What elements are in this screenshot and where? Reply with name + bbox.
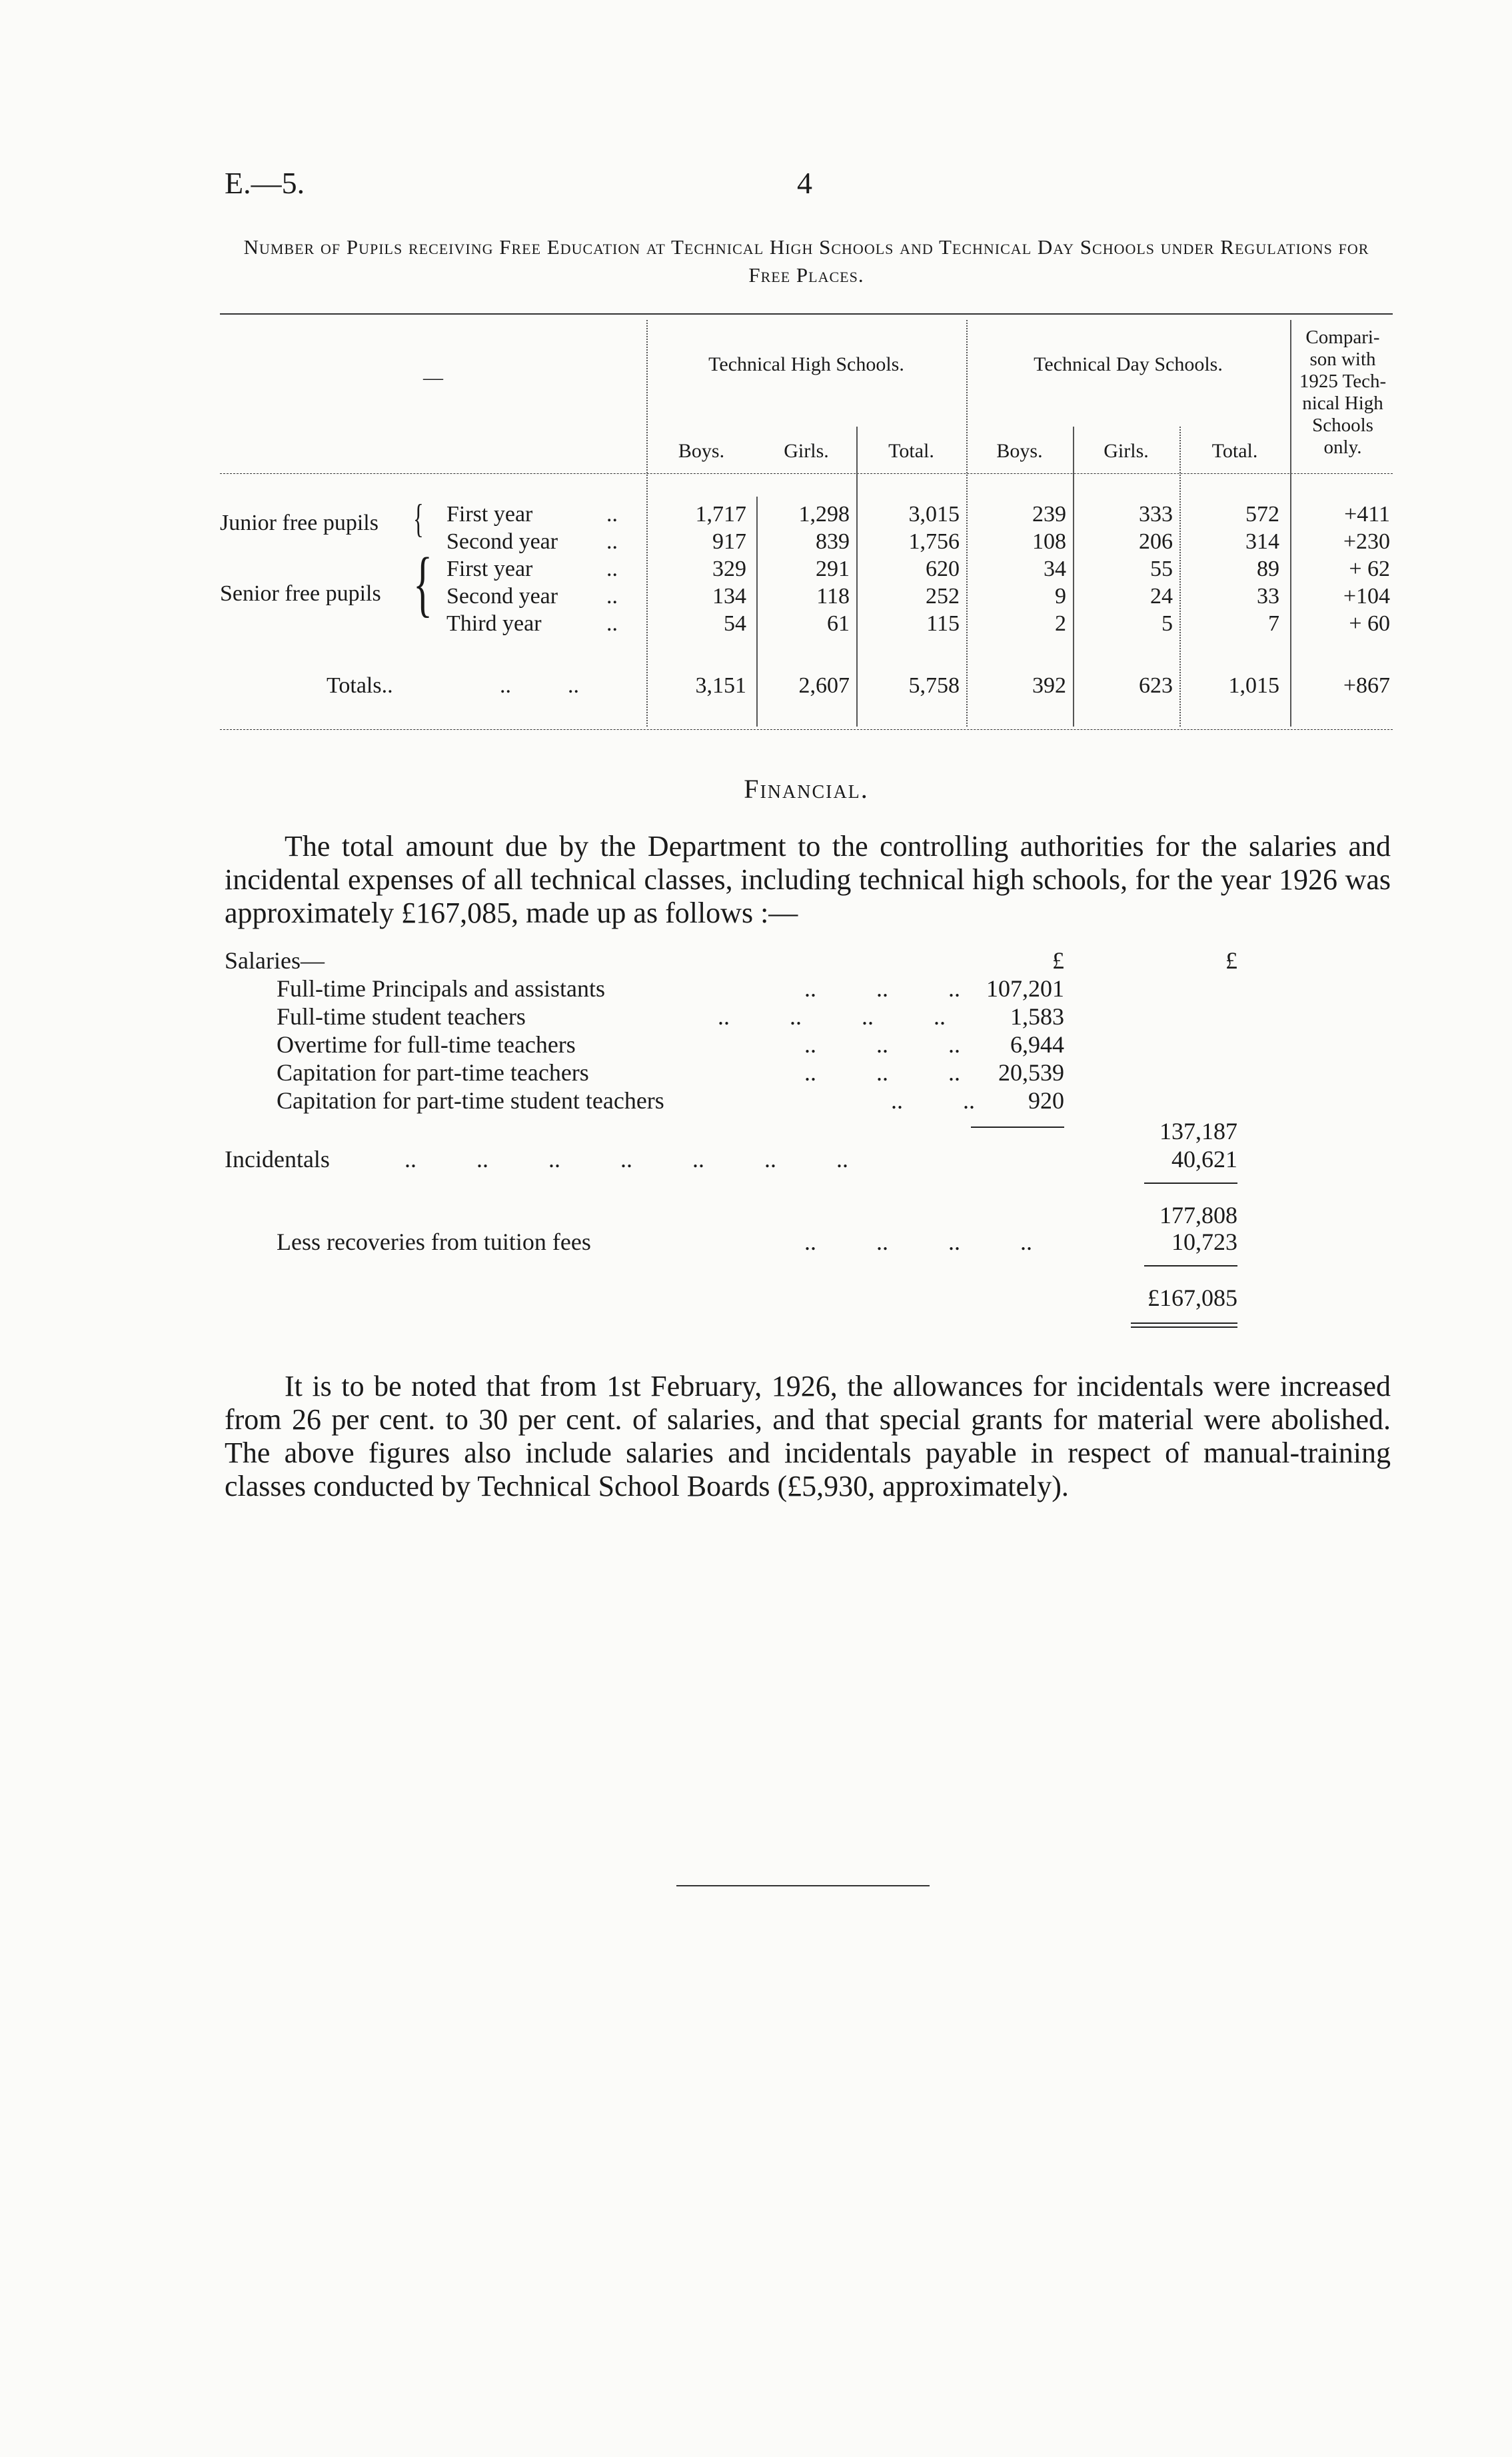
item-amount: 107,201: [986, 975, 1064, 1002]
comparison-line: only.: [1323, 437, 1362, 458]
comparison-line: Schools: [1312, 415, 1373, 436]
leader-dots: ..: [606, 529, 618, 554]
cell-comparison: +104: [1343, 584, 1390, 609]
pound-sign: £: [1052, 947, 1064, 974]
group-technical-day-schools: Technical Day Schools.: [1034, 353, 1223, 375]
col-header-boys: Boys.: [678, 440, 725, 462]
cell-value: 34: [1044, 557, 1066, 581]
leader-dots: .. .. ..: [804, 975, 960, 1002]
cell-value: 206: [1139, 529, 1173, 554]
less-recoveries-amount: 10,723: [1171, 1228, 1237, 1255]
item-amount: 6,944: [1010, 1031, 1064, 1058]
cell-value: 54: [724, 611, 746, 636]
cell-value: 291: [816, 557, 850, 581]
total-value: 2,607: [798, 673, 850, 698]
table-caption: Number of Pupils receiving Free Education at Technical High Schools and Technical Day Schools under Regulations for Free Places.: [243, 235, 1369, 287]
gross-subtotal: 177,808: [1159, 1202, 1237, 1228]
col-header-total: Total.: [888, 440, 934, 462]
senior-free-pupils-label: Senior free pupils: [220, 581, 381, 606]
junior-free-pupils-label: Junior free pupils: [220, 511, 378, 535]
cell-value: 61: [827, 611, 850, 636]
leader-dots: .. .. .. .. .. .. ..: [404, 1146, 848, 1173]
double-rule: [1131, 1326, 1237, 1328]
header-dash: —: [423, 367, 443, 389]
page-number: 4: [797, 166, 812, 200]
financial-intro-paragraph: The total amount due by the Department to the controlling authorities for the salaries and incidental expenses of all technical classes, including technical high schools, for the year 1926 was approximately £167,085, made up as follows :—: [225, 830, 1391, 929]
cell-comparison: + 60: [1349, 611, 1390, 636]
cell-value: 55: [1150, 557, 1173, 581]
cell-value: 2: [1055, 611, 1066, 636]
col-header-total: Total.: [1211, 440, 1258, 462]
item-label: Capitation for part-time teachers: [277, 1059, 589, 1086]
financial-heading: Financial.: [744, 774, 869, 804]
cell-value: 33: [1257, 584, 1279, 609]
cell-value: 252: [926, 584, 960, 609]
cell-value: 839: [816, 529, 850, 554]
leader-dots: .. .. .. ..: [804, 1228, 1032, 1255]
table-top-rule: [220, 313, 1393, 315]
cell-value: 1,756: [908, 529, 960, 554]
cell-value: 3,015: [908, 502, 960, 527]
cell-value: 5: [1161, 611, 1173, 636]
less-recoveries-label: Less recoveries from tuition fees: [277, 1228, 591, 1255]
cell-comparison: + 62: [1349, 557, 1390, 581]
double-rule: [1131, 1322, 1237, 1324]
comparison-line: nical High: [1302, 393, 1383, 414]
cell-comparison: +230: [1343, 529, 1390, 554]
cell-value: 1,298: [798, 502, 850, 527]
leader-dots: .. .. ..: [804, 1059, 960, 1086]
cell-value: 108: [1032, 529, 1066, 554]
incidentals-label: Incidentals: [225, 1146, 330, 1173]
item-amount: 20,539: [998, 1059, 1064, 1086]
row-label: First year: [446, 557, 533, 581]
table-bottom-rule: [220, 729, 1393, 730]
cell-value: 115: [926, 611, 960, 636]
brace: {: [413, 497, 424, 541]
row-label: Second year: [446, 529, 558, 554]
cell-value: 572: [1245, 502, 1279, 527]
leader-dots: ..: [606, 611, 618, 636]
comparison-line: son with: [1309, 349, 1376, 370]
item-amount: 920: [1028, 1087, 1064, 1114]
cell-value: 917: [712, 529, 746, 554]
col-header-boys: Boys.: [996, 440, 1043, 462]
col-header-girls: Girls.: [1104, 440, 1149, 462]
end-rule: [676, 1885, 930, 1886]
comparison-line: Compari-: [1305, 327, 1380, 348]
total-rule: [1144, 1265, 1237, 1266]
cell-value: 134: [712, 584, 746, 609]
item-label: Capitation for part-time student teachers: [277, 1087, 664, 1114]
leader-dots: ..: [606, 502, 618, 527]
cell-value: 620: [926, 557, 960, 581]
item-label: Full-time Principals and assistants: [277, 975, 605, 1002]
grand-total: £167,085: [1147, 1284, 1237, 1311]
total-value: 623: [1139, 673, 1173, 698]
item-amount: 1,583: [1010, 1003, 1064, 1030]
leader-dots: ..: [606, 557, 618, 581]
page-reference: E.—5.: [225, 166, 305, 200]
group-technical-high-schools: Technical High Schools.: [708, 353, 904, 375]
subtotal-rule: [1144, 1183, 1237, 1184]
total-value: 392: [1032, 673, 1066, 698]
cell-value: 24: [1150, 584, 1173, 609]
cell-value: 314: [1245, 529, 1279, 554]
total-value: 1,015: [1228, 673, 1279, 698]
cell-value: 9: [1055, 584, 1066, 609]
comparison-line: 1925 Tech-: [1299, 371, 1387, 392]
row-label: Second year: [446, 584, 558, 609]
item-label: Overtime for full-time teachers: [277, 1031, 576, 1058]
salaries-label: Salaries—: [225, 947, 325, 974]
cell-value: 1,717: [695, 502, 746, 527]
pound-sign: £: [1225, 947, 1237, 974]
cell-value: 333: [1139, 502, 1173, 527]
leader-dots: .. .. .. ..: [718, 1003, 946, 1030]
cell-value: 329: [712, 557, 746, 581]
incidentals-amount: 40,621: [1171, 1146, 1237, 1173]
table-header-rule: [220, 473, 1393, 474]
total-value: 5,758: [908, 673, 960, 698]
comparison-header: [1293, 327, 1393, 459]
col-header-girls: Girls.: [784, 440, 829, 462]
note-paragraph: It is to be noted that from 1st February, 1926, the allowances for incidentals were increased from 26 per cent. to 30 per cent. of salaries, and that special grants for material were abolished. The above figures also include salaries and incidentals payable in respect of manual-training classes conducted by Technical School Boards (£5,930, approximately).: [225, 1370, 1391, 1502]
free-pupils-table: [220, 313, 1393, 733]
cell-value: 239: [1032, 502, 1066, 527]
cell-value: 7: [1268, 611, 1279, 636]
totals-label: Totals..: [327, 673, 393, 698]
cell-value: 118: [816, 584, 850, 609]
leader-dots: .. .. ..: [804, 1031, 960, 1058]
item-label: Full-time student teachers: [277, 1003, 526, 1030]
row-label: Third year: [446, 611, 542, 636]
cell-value: 89: [1257, 557, 1279, 581]
brace: {: [413, 543, 433, 624]
cell-comparison: +411: [1344, 502, 1390, 527]
subtotal-rule: [971, 1127, 1064, 1128]
salaries-total: 137,187: [1159, 1118, 1237, 1145]
leader-dots: .. ..: [500, 673, 579, 698]
leader-dots: ..: [606, 584, 618, 609]
leader-dots: .. ..: [891, 1087, 975, 1114]
total-value: 3,151: [695, 673, 746, 698]
total-comparison: +867: [1343, 673, 1390, 698]
row-label: First year: [446, 502, 533, 527]
